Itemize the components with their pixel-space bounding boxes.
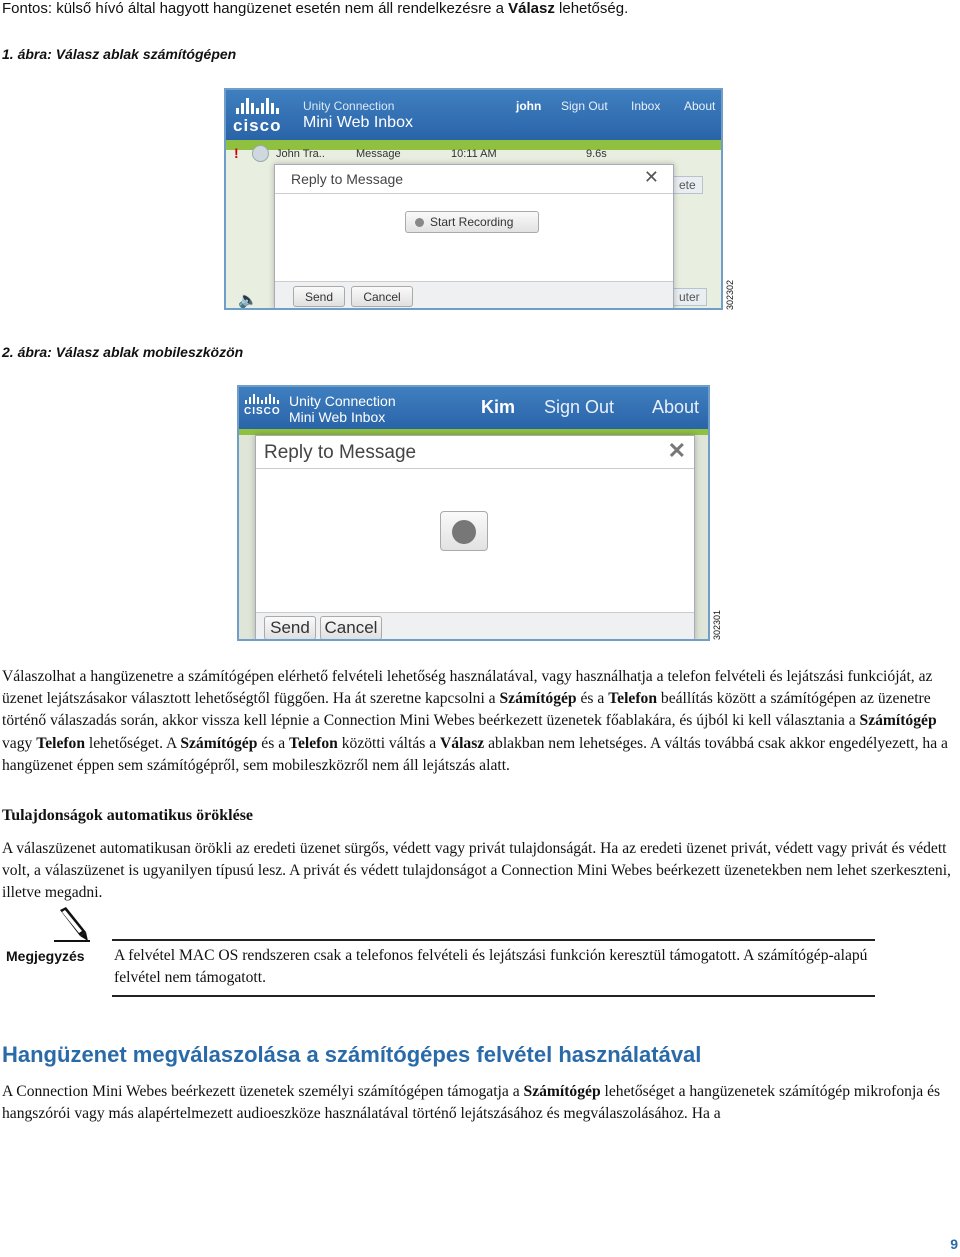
cancel-button[interactable]: Cancel [320, 616, 382, 640]
page-number: 9 [950, 1236, 958, 1252]
start-recording-label: Start Recording [430, 215, 514, 229]
subheading-inheritance: Tulajdonságok automatikus öröklése [2, 807, 254, 824]
message-row[interactable] [226, 142, 721, 164]
message-time: 10:11 AM [451, 148, 497, 160]
nav-sign-out[interactable]: Sign Out [544, 397, 615, 417]
close-icon[interactable]: ✕ [643, 167, 659, 187]
nav-sign-out[interactable]: Sign Out [561, 99, 608, 113]
cisco-logo-bars-icon [236, 98, 279, 114]
paragraph-inheritance: A válaszüzenet automatikusan örökli az eredeti üzenet sürgős, védett vagy privát tulajdonságát. Ha az eredeti üzenet privát, védett vagy privát és védett volt, a válaszüzenet is ugyanilyen típusú lesz. A privát és védett tulajdonságot a Connection Mini Webes beérkezett üzenetekben nem lehet szerkeszteni, illetve megadni. [2, 840, 951, 902]
dialog-title: Reply to Message [264, 442, 417, 463]
cisco-logo: cisco [233, 116, 282, 135]
figure2-caption: 2. ábra: Válasz ablak mobileszközön [2, 344, 244, 360]
cisco-logo: CISCO [244, 406, 281, 417]
close-icon[interactable]: ✕ [667, 438, 686, 463]
forward-button[interactable]: uter [672, 288, 707, 306]
record-icon [452, 520, 476, 544]
app-title-line2: Mini Web Inbox [289, 409, 386, 425]
intro-line: Fontos: külső hívó által hagyott hangüzenet esetén nem áll rendelkezésre a Válasz lehetőség. [2, 0, 629, 17]
dialog-divider [275, 193, 673, 194]
figure1-desktop-window [224, 88, 723, 310]
app-title-line2: Mini Web Inbox [303, 114, 413, 131]
note-rule-bottom [112, 995, 875, 997]
reply-dialog [274, 164, 674, 310]
record-button[interactable] [440, 511, 488, 551]
app-title-line1: Unity Connection [303, 99, 395, 113]
nav-about[interactable]: About [684, 99, 716, 113]
section-title: Hangüzenet megválaszolása a számítógépes felvétel használatával [2, 1042, 702, 1067]
record-icon [415, 218, 424, 227]
nav-about[interactable]: About [652, 397, 700, 417]
pencil-icon [54, 906, 90, 942]
note-text: A felvétel MAC OS rendszeren csak a telefonos felvételi és lejátszási funkción keresztül támogatott. A számítógép-alapú felvétel nem támogatott. [114, 947, 868, 987]
nav-user[interactable]: Kim [481, 397, 516, 417]
send-button[interactable]: Send [264, 616, 316, 640]
send-button[interactable]: Send [293, 286, 345, 307]
dialog-footer [256, 612, 694, 641]
nav-user[interactable]: john [516, 99, 542, 113]
dialog-divider [256, 468, 694, 469]
figure2-mobile-window [237, 385, 710, 641]
play-icon[interactable] [252, 145, 269, 162]
note-label: Megjegyzés [6, 948, 85, 964]
app-title-line1: Unity Connection [289, 393, 396, 409]
reply-dialog [255, 435, 695, 641]
figure1-number: 302302 [725, 279, 735, 310]
figure2-number: 302301 [712, 609, 722, 640]
cisco-logo-bars-icon [245, 394, 279, 404]
message-subject: Message [356, 148, 401, 160]
nav-inbox[interactable]: Inbox [631, 99, 661, 113]
paragraph-computer-recording: A Connection Mini Webes beérkezett üzenetek személyi számítógépen támogatja a Számítógép lehetőséget a hangüzenetek számítógép mikrofonja és hangszórói vagy más alapértelmezett audioeszköze használatával történő lejátszásához és megválaszolásához. Ha a [2, 1083, 941, 1123]
dialog-footer [275, 281, 673, 310]
app-header [226, 90, 721, 140]
paragraph-switching: Válaszolhat a hangüzenetre a számítógépen elérhető felvételi lehetőség használatával, vagy használhatja a telefon felvételi és lejátszási funkcióját, az üzenet lejátszásakor választott lehetőségtől függően. Ha át szeretne kapcsolni a Számítógép és a Telefon beállítás között a számítógépen az üzenetre történő válaszadás során, akkor vissza kell lépnie a Connection Mini Webes beérkezett üzenetek főablakára, és újból ki kell választania a Számítógép vagy Telefon lehetőséget. A Számítógép és a Telefon közötti váltás a Válasz ablakban nem lehetséges. A váltás továbbá csak akkor engedélyezett, ha a hangüzenet éppen sem számítógépről, sem mobileszközről nem áll lejátszás alatt. [2, 668, 948, 774]
delete-button[interactable]: ete [672, 176, 703, 194]
message-sender: John Tra.. [276, 148, 325, 160]
figure1-caption: 1. ábra: Válasz ablak számítógépen [2, 46, 237, 62]
reply-option-name: Válasz [508, 0, 555, 17]
urgent-flag-icon: ! [234, 145, 239, 161]
dialog-title: Reply to Message [291, 171, 404, 187]
cancel-button[interactable]: Cancel [351, 286, 413, 307]
message-duration: 9.6s [586, 148, 607, 160]
speaker-icon[interactable]: 🔈 [238, 292, 258, 309]
start-recording-button[interactable] [405, 211, 539, 233]
app-header [239, 387, 708, 429]
note-rule-top [112, 939, 875, 941]
